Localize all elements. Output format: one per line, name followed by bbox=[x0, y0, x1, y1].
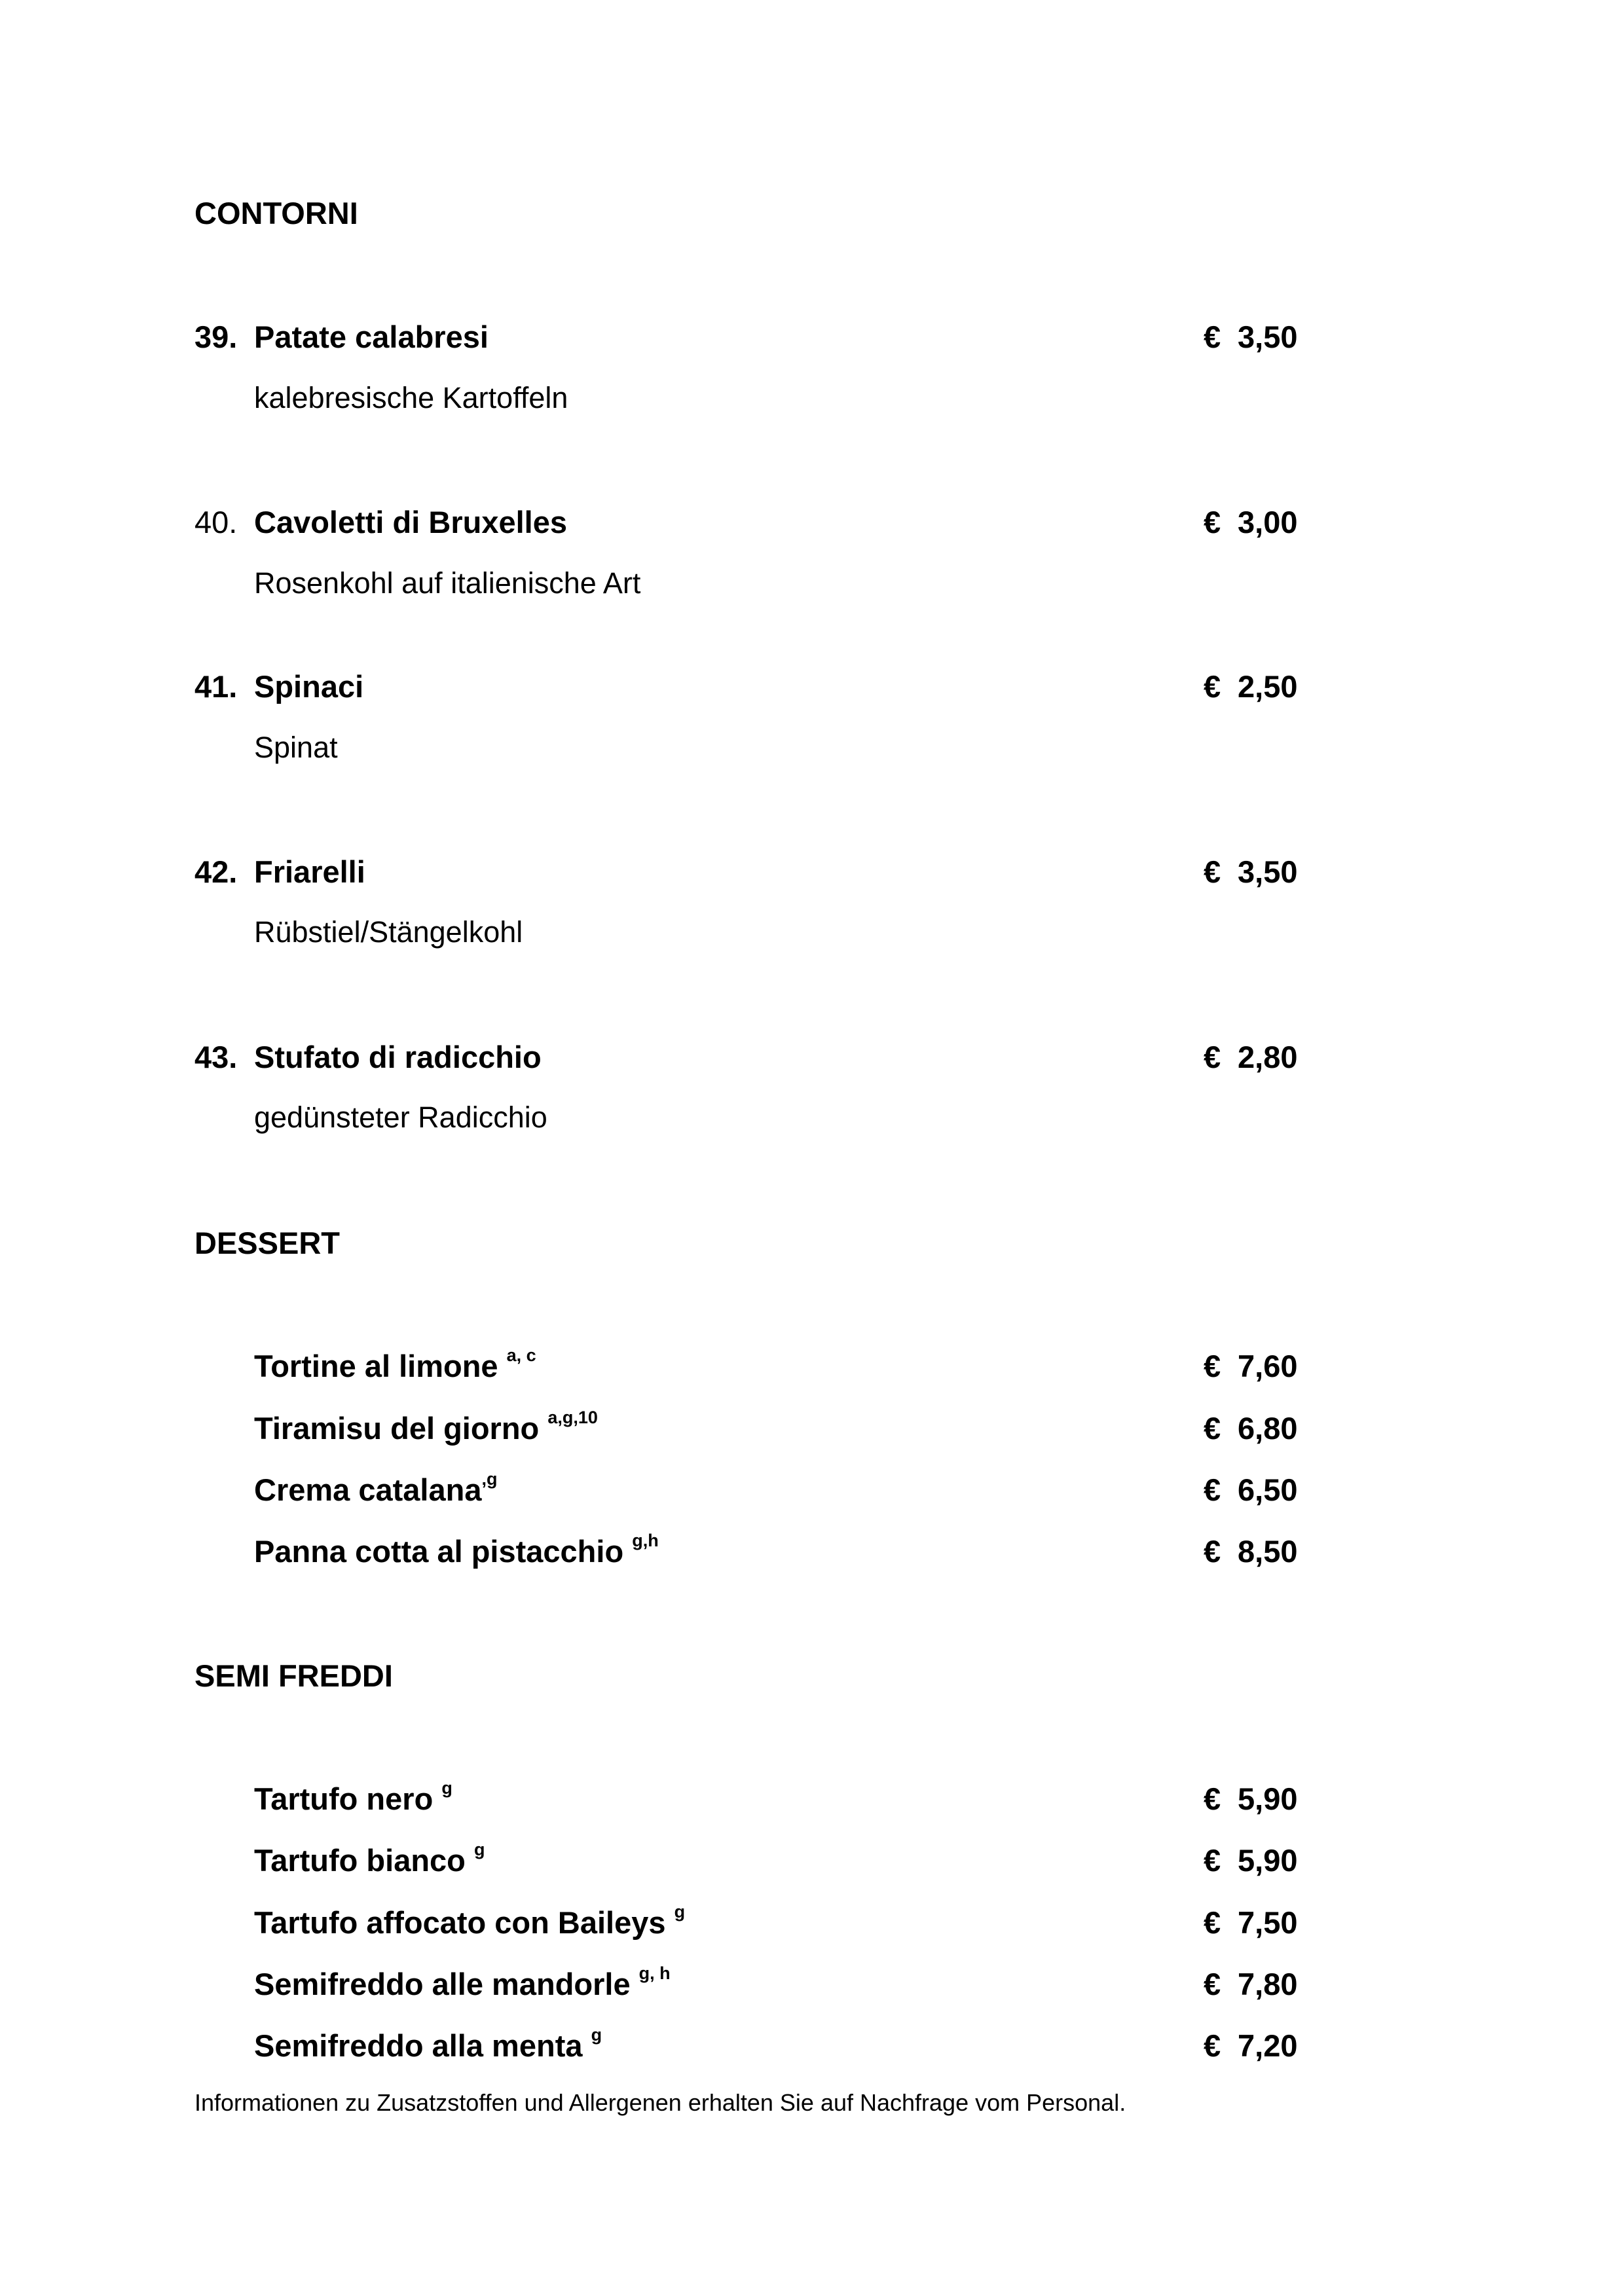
price-value: 3,00 bbox=[1238, 505, 1298, 539]
price-value: 6,50 bbox=[1238, 1472, 1298, 1507]
item-price bbox=[1204, 2028, 1297, 2064]
item-description: Spinat bbox=[254, 731, 338, 764]
item-name: Friarelli bbox=[254, 854, 365, 889]
item-name: Stufato di radicchio bbox=[254, 1040, 542, 1074]
currency-symbol: € bbox=[1204, 1534, 1221, 1569]
item-name bbox=[254, 1778, 452, 1817]
price-value: 5,90 bbox=[1238, 1843, 1298, 1878]
item-price bbox=[1204, 1533, 1297, 1569]
item-price bbox=[1204, 668, 1297, 704]
item-name bbox=[254, 1345, 536, 1384]
item-name-text: Tortine al limone bbox=[254, 1349, 498, 1383]
currency-symbol: € bbox=[1204, 1349, 1221, 1383]
item-name bbox=[254, 2025, 602, 2064]
currency-symbol: € bbox=[1204, 669, 1221, 704]
item-price bbox=[1204, 1472, 1297, 1508]
item-name bbox=[254, 1469, 498, 1508]
price-value: 7,50 bbox=[1238, 1905, 1298, 1940]
currency-symbol: € bbox=[1204, 1905, 1221, 1940]
item-name-text: Crema catalana bbox=[254, 1472, 482, 1507]
allergen-info-note: Informationen zu Zusatzstoffen und Allergenen erhalten Sie auf Nachfrage vom Personal. bbox=[194, 2089, 1126, 2116]
item-name-text: Panna cotta al pistacchio bbox=[254, 1534, 624, 1569]
item-description: kalebresische Kartoffeln bbox=[254, 381, 568, 414]
price-value: 5,90 bbox=[1238, 1781, 1298, 1816]
item-name bbox=[254, 1963, 671, 2002]
allergen-codes: ,g bbox=[481, 1469, 498, 1489]
currency-symbol: € bbox=[1204, 1967, 1221, 2001]
allergen-codes: a, c bbox=[506, 1345, 536, 1365]
item-price bbox=[1204, 1842, 1297, 1878]
currency-symbol: € bbox=[1204, 1040, 1221, 1074]
item-name-text: Tiramisu del giorno bbox=[254, 1411, 540, 1446]
section-heading-contorni: CONTORNI bbox=[194, 196, 358, 230]
item-name bbox=[254, 1410, 598, 1446]
section-heading-dessert: DESSERT bbox=[194, 1226, 340, 1260]
item-price bbox=[1204, 1348, 1297, 1384]
allergen-codes: g bbox=[674, 1902, 686, 1922]
item-name: Spinaci bbox=[254, 669, 364, 704]
price-value: 7,60 bbox=[1238, 1349, 1298, 1383]
price-value: 8,50 bbox=[1238, 1534, 1298, 1569]
item-price bbox=[1204, 1781, 1297, 1817]
price-value: 2,80 bbox=[1238, 1040, 1298, 1074]
price-value: 7,20 bbox=[1238, 2028, 1298, 2063]
allergen-codes: g bbox=[591, 2025, 602, 2045]
item-name: Patate calabresi bbox=[254, 319, 489, 354]
currency-symbol: € bbox=[1204, 505, 1221, 539]
item-price bbox=[1204, 319, 1297, 355]
item-name-text: Tartufo nero bbox=[254, 1781, 434, 1816]
allergen-codes: g bbox=[441, 1778, 452, 1798]
currency-symbol: € bbox=[1204, 854, 1221, 889]
currency-symbol: € bbox=[1204, 1411, 1221, 1446]
item-description: Rosenkohl auf italienische Art bbox=[254, 566, 641, 600]
item-description: Rübstiel/Stängelkohl bbox=[254, 915, 523, 949]
price-value: 6,80 bbox=[1238, 1411, 1298, 1446]
item-name bbox=[254, 1842, 485, 1878]
item-name-text: Tartufo affocato con Baileys bbox=[254, 1905, 666, 1940]
item-number: 39. bbox=[194, 319, 238, 354]
allergen-codes: a,g,10 bbox=[547, 1408, 598, 1427]
currency-symbol: € bbox=[1204, 319, 1221, 354]
item-number: 41. bbox=[194, 669, 238, 704]
allergen-codes: g bbox=[473, 1840, 485, 1859]
item-name-text: Semifreddo alla menta bbox=[254, 2028, 583, 2063]
item-name bbox=[254, 1533, 659, 1569]
item-price bbox=[1204, 504, 1297, 540]
item-number: 42. bbox=[194, 854, 238, 889]
currency-symbol: € bbox=[1204, 1843, 1221, 1878]
item-price bbox=[1204, 1966, 1297, 2002]
currency-symbol: € bbox=[1204, 2028, 1221, 2063]
price-value: 2,50 bbox=[1238, 669, 1298, 704]
item-price bbox=[1204, 854, 1297, 890]
price-value: 3,50 bbox=[1238, 854, 1298, 889]
item-description: gedünsteter Radicchio bbox=[254, 1101, 547, 1134]
allergen-codes: g, h bbox=[638, 1963, 671, 1983]
item-name-text: Tartufo bianco bbox=[254, 1843, 466, 1878]
item-number: 43. bbox=[194, 1040, 238, 1074]
item-price bbox=[1204, 1039, 1297, 1075]
item-price bbox=[1204, 1904, 1297, 1941]
item-name: Cavoletti di Bruxelles bbox=[254, 505, 567, 539]
allergen-codes: g,h bbox=[632, 1531, 659, 1550]
section-heading-semi-freddi: SEMI FREDDI bbox=[194, 1658, 393, 1693]
item-name-text: Semifreddo alle mandorle bbox=[254, 1967, 631, 2001]
currency-symbol: € bbox=[1204, 1472, 1221, 1507]
currency-symbol: € bbox=[1204, 1781, 1221, 1816]
item-price bbox=[1204, 1410, 1297, 1446]
item-number: 40. bbox=[194, 505, 238, 539]
price-value: 7,80 bbox=[1238, 1967, 1298, 2001]
item-name bbox=[254, 1904, 685, 1941]
price-value: 3,50 bbox=[1238, 319, 1298, 354]
